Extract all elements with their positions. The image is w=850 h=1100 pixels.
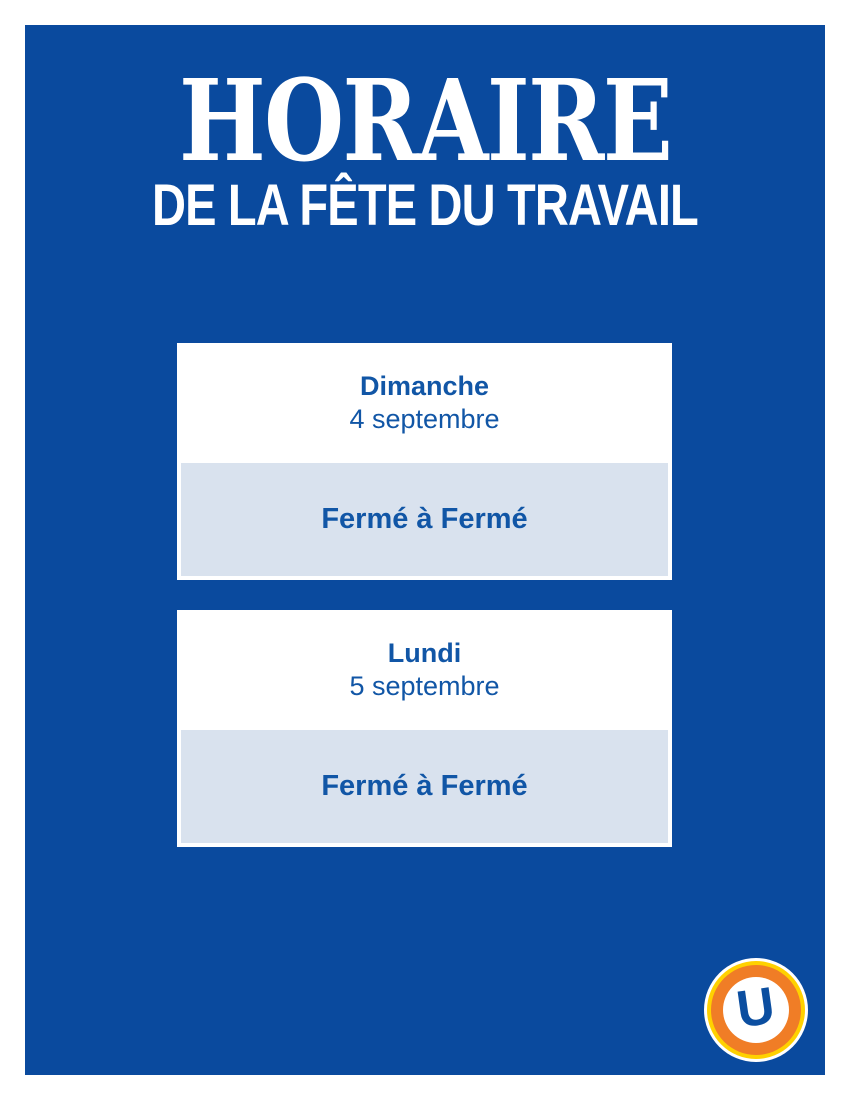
schedule-card-monday: [177, 610, 672, 847]
hours-band: [181, 730, 668, 843]
day-label: Dimanche: [359, 371, 490, 401]
logo-inner-disc: [723, 977, 789, 1043]
poster-title: [25, 56, 825, 187]
uniprix-logo: [704, 958, 808, 1062]
day-label: Lundi: [387, 638, 462, 668]
logo-letter-u: U: [733, 976, 779, 1039]
date-label: 4 septembre: [349, 404, 500, 434]
schedule-card-sunday-header: [177, 343, 672, 463]
holiday-hours-poster: [25, 25, 825, 1075]
logo-yellow-ring: [707, 961, 805, 1059]
hours-label: Fermé à Fermé: [321, 770, 528, 802]
date-label: 5 septembre: [349, 671, 500, 701]
poster-subtitle-text: DE LA FÊTE DU TRAVAIL: [152, 171, 698, 238]
poster-title-text: HORAIRE: [178, 56, 672, 187]
poster-subtitle: [25, 171, 825, 238]
hours-label: Fermé à Fermé: [321, 503, 528, 535]
hours-band: [181, 463, 668, 576]
schedule-card-monday-header: [177, 610, 672, 730]
logo-orange-ring: [711, 965, 801, 1055]
schedule-card-sunday: [177, 343, 672, 580]
